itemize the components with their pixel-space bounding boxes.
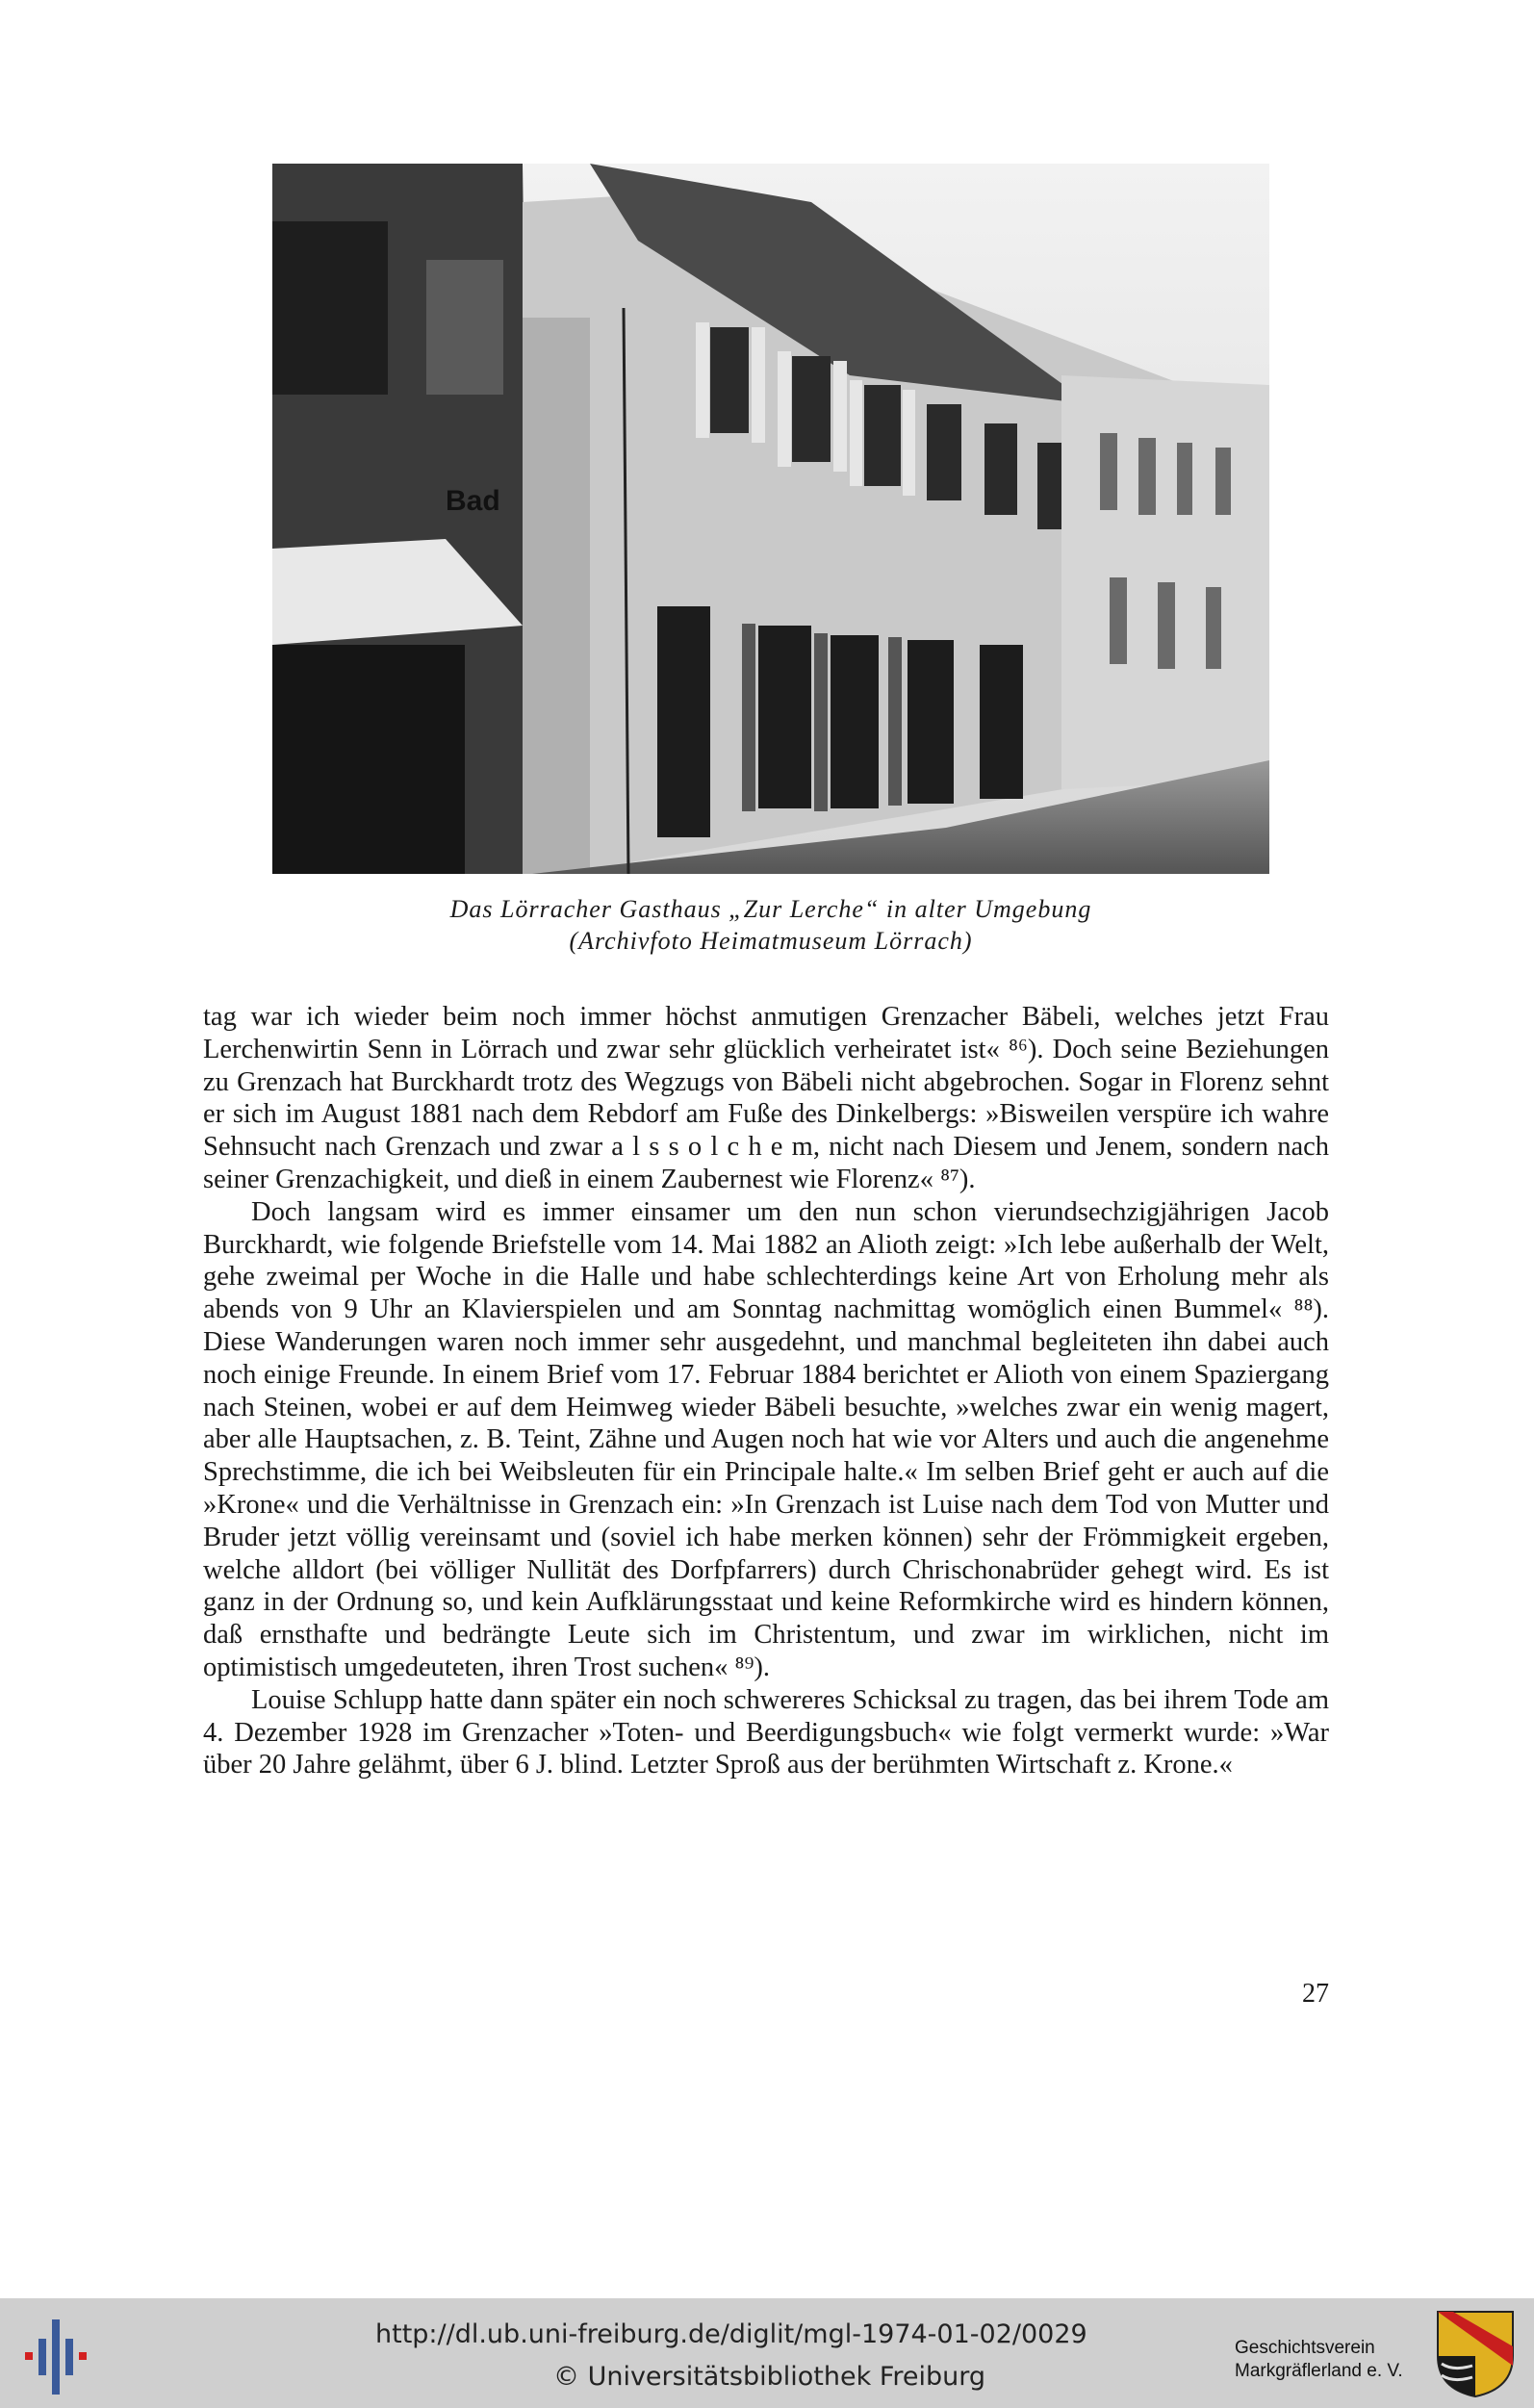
society-name	[1235, 2337, 1427, 2383]
copyright-text: © Universitätsbibliothek Freiburg	[553, 2362, 986, 2392]
society-line-2: Markgräflerland e. V.	[1235, 2361, 1403, 2381]
paragraph: Louise Schlupp hatte dann später ein noch schwereres Schicksal zu tragen, das bei ihrem Tode am 4. Dezember 1928 im Grenzacher »Toten- und Beerdigungsbuch« wie folgt vermerkt wurde: »War über 20 Jahre gelähmt, über 6 J. blind. Letzter Sproß aus der berühmten Wirtschaft z. Krone.«	[203, 1684, 1329, 1780]
paragraph: Doch langsam wird es immer einsamer um den nun schon vierundsechzigjährigen Jacob Burckhardt, wie folgende Briefstelle vom 14. Mai 1882 an Alioth zeigt: »Ich lebe außerhalb der Welt, gehe zweimal per Woche in die Halle und habe schlechterdings keine Art von Erholung mehr als abends von 9 Uhr an Klavierspielen und am Sonntag nachmittag womöglich einen Bummel« ⁸⁸). Diese Wanderungen waren noch immer sehr ausgedehnt, und manchmal begleiteten ihn dabei auch noch einige Freunde. In einem Brief vom 17. Februar 1884 berichtet er Alioth von einem Spaziergang nach Steinen, wobei er auf dem Heimweg wieder Bäbeli besuchte, »welches zwar ein wenig magert, aber alle Hauptsachen, z. B. Teint, Zähne und Augen noch hat wie vor Alters und auch die angenehme Sprechstimme, die ich bei Weibsleuten für ein Principale halte.« Im selben Brief geht er auch auf die »Krone« und die Verhältnisse in Grenzach ein: »In Grenzach ist Luise nach dem Tod von Mutter und Bruder jetzt völlig vereinsamt und (soviel ich habe merken können) sehr der Frömmigkeit ergeben, welche alldort (bei völliger Nullität des Dorfpfarrers) durch Chrischonabrüder gehegt wird. Es ist ganz in der Ordnung so, und kein Aufklärungsstaat und keine Reformkirche wird es hindern können, daß ernsthafte und bedrängte Leute sich im Christentum, und zwar im wirklichen, nicht im optimistisch umgedeuteten, ihren Trost suchen« ⁸⁹).	[203, 1196, 1329, 1682]
caption-line-1: Das Lörracher Gasthaus „Zur Lerche“ in alter Umgebung	[449, 895, 1092, 923]
historic-street-photo	[272, 164, 1269, 874]
coat-of-arms-icon	[1434, 2308, 1517, 2398]
photo-caption	[272, 893, 1269, 957]
paragraph: tag war ich wieder beim noch immer höchst anmutigen Grenzacher Bäbeli, welches jetzt Frau Lerchenwirtin Senn in Lörrach und zwar sehr glücklich verheiratet ist« ⁸⁶). Doch seine Beziehungen zu Grenzach hat Burckhardt trotz des Wegzugs von Bäbeli nicht abgebrochen. Sogar in Florenz sehnt er sich im August 1881 nach dem Rebdorf am Fuße des Dinkelbergs: »Bisweilen verspüre ich wahre Sehnsucht nach Grenzach und zwar a l s s o l c h e m, nicht nach Diesem und Jenem, sondern nach seiner Grenzachigkeit, und dieß in einem Zaubernest wie Florenz« ⁸⁷).	[203, 1002, 1329, 1194]
society-line-1: Geschichtsverein	[1235, 2338, 1375, 2358]
document-url-link[interactable]: http://dl.ub.uni-freiburg.de/diglit/mgl-1974-01-02/0029	[375, 2319, 1087, 2349]
body-text	[203, 1001, 1329, 1781]
footer-bar	[0, 2298, 1534, 2408]
page-number: 27	[1302, 1979, 1329, 2009]
bad-sign-text: Bad	[446, 485, 500, 517]
caption-line-2: (Archivfoto Heimatmuseum Lörrach)	[569, 927, 973, 955]
street-photo-drawing	[272, 164, 1269, 874]
library-logo-icon	[17, 2310, 94, 2396]
